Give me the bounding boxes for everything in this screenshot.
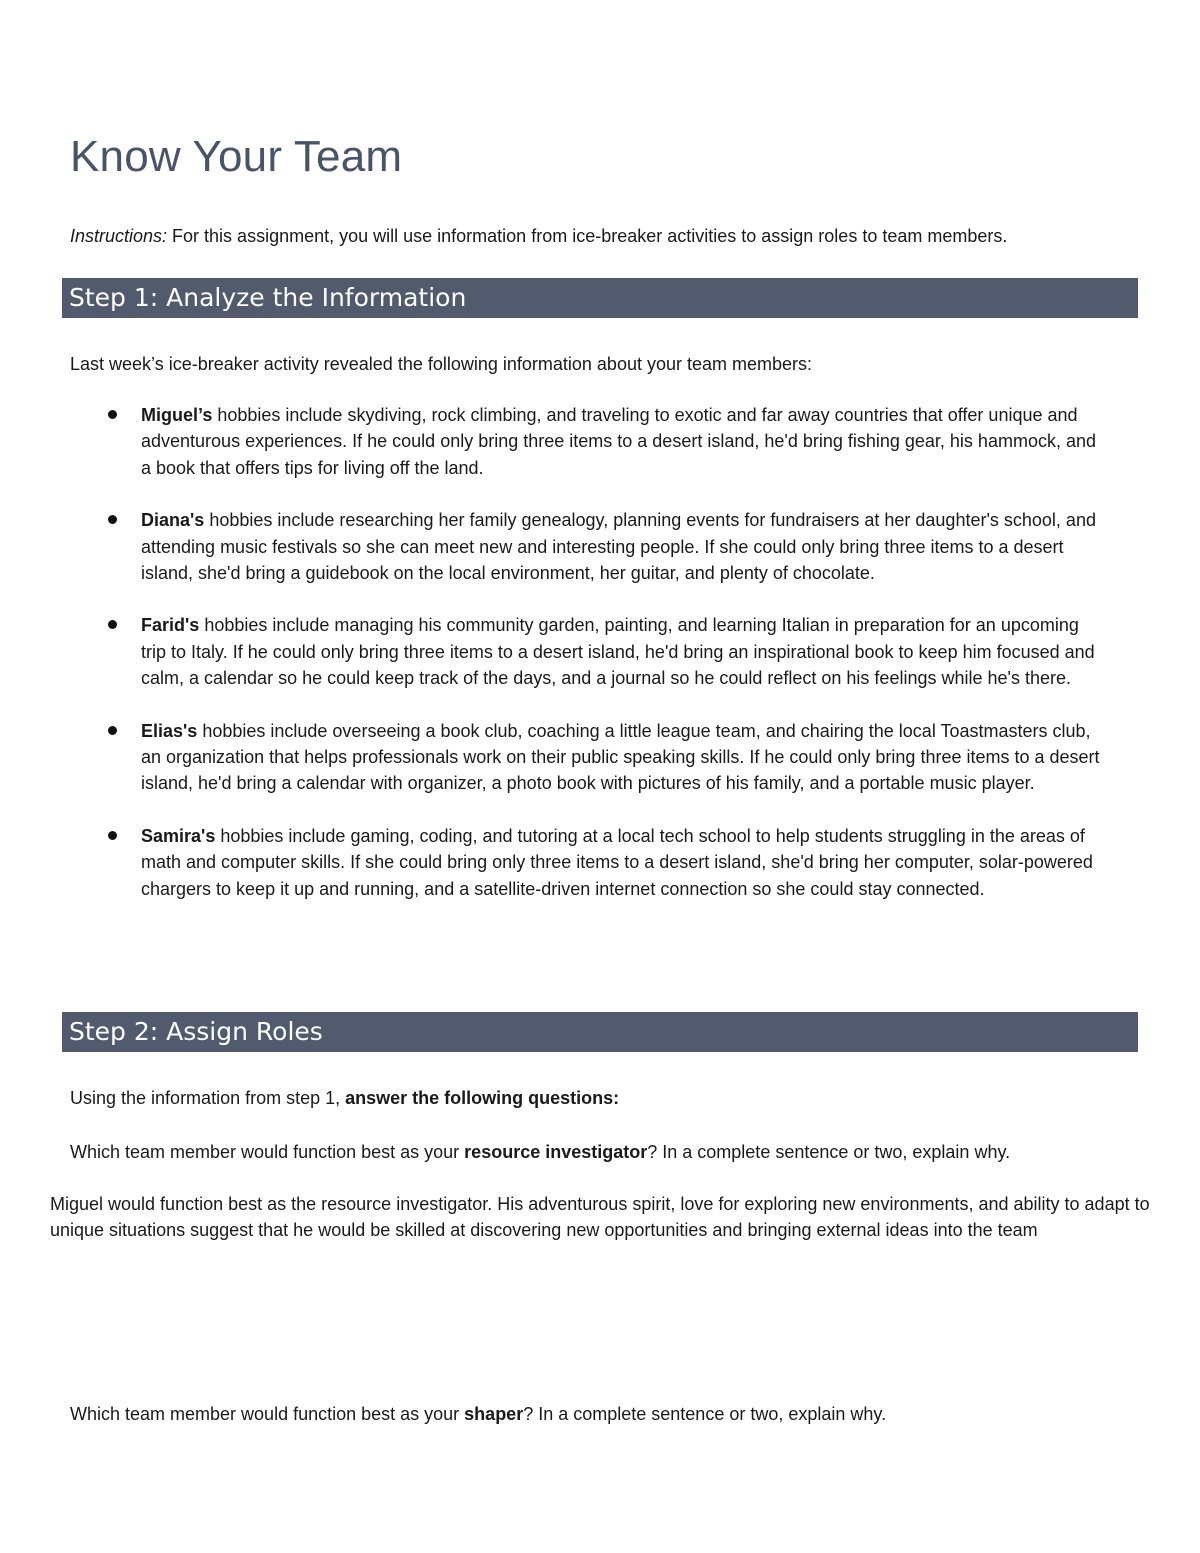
member-name: Elias's xyxy=(141,720,198,741)
step1-intro: Last week’s ice-breaker activity revealed the following information about your team members: xyxy=(70,354,813,374)
instructions xyxy=(70,224,1007,248)
list-item xyxy=(102,823,1102,902)
member-description: hobbies include skydiving, rock climbing, and traveling to exotic and far away countries that offer unique and adventurous experiences. If he could only bring three items to a desert island, he'd bring fishing gear, his hammock, and a book that offers tips for living off the land. xyxy=(141,405,1096,478)
step1-heading: Step 1: Analyze the Information xyxy=(62,278,1138,318)
question-resource-investigator xyxy=(70,1139,1010,1165)
step2-lead xyxy=(70,1085,619,1111)
question-text: Which team member would function best as your xyxy=(70,1404,465,1424)
team-member-list xyxy=(102,402,1102,928)
member-description: hobbies include overseeing a book club, coaching a little league team, and chairing the local Toastmasters club, an organization that helps professionals work on their public speaking skills. If he could only bring three items to a desert island, he'd bring a calendar with organizer, a photo book with pictures of his family, and a portable music player. xyxy=(141,720,1100,794)
member-description: hobbies include managing his community garden, painting, and learning Italian in preparation for an upcoming trip to Italy. If he could only bring three items to a desert island, he'd bring an inspirational book to keep him focused and calm, a calendar so he could keep track of the days, and a journal so he could reflect on his feelings while he's there. xyxy=(141,615,1095,689)
list-item xyxy=(102,718,1102,797)
page-title: Know Your Team xyxy=(70,132,403,181)
member-name: Samira's xyxy=(141,825,216,846)
member-name: Miguel’s xyxy=(141,405,213,425)
member-description: hobbies include gaming, coding, and tutoring at a local tech school to help students struggling in the areas of math and computer skills. If she could bring only three items to a desert island, she'd bring her computer, solar-powered chargers to keep it up and running, and a satellite-driven internet connection so she could stay connected. xyxy=(141,825,1093,899)
bullet-icon xyxy=(108,620,117,629)
bullet-icon xyxy=(108,410,117,419)
question-text: Which team member would function best as your xyxy=(70,1142,465,1162)
bullet-icon xyxy=(108,831,117,840)
question-shaper xyxy=(70,1401,886,1427)
list-item xyxy=(102,507,1102,586)
role-name: shaper xyxy=(464,1404,524,1424)
member-description: hobbies include researching her family genealogy, planning events for fundraisers at her daughter's school, and attending music festivals so she can meet new and interesting people. If she could only bring three items to a desert island, she'd bring a guidebook on the local environment, her guitar, and plenty of chocolate. xyxy=(141,510,1096,584)
instructions-text: For this assignment, you will use information from ice-breaker activities to assign roles to team members. xyxy=(167,226,1008,246)
list-item xyxy=(102,612,1102,691)
question-text: ? In a complete sentence or two, explain why. xyxy=(647,1142,1011,1162)
member-name: Diana's xyxy=(141,510,205,531)
bullet-icon xyxy=(108,515,117,524)
member-name: Farid's xyxy=(141,615,200,636)
bullet-icon xyxy=(108,726,117,735)
step2-lead-text: Using the information from step 1, xyxy=(70,1088,346,1108)
answer-resource-investigator[interactable]: Miguel would function best as the resource investigator. His adventurous spirit, love for exploring new environments, and ability to adapt to unique situations suggest that he would be skilled at discovering new opportunities and bringing external ideas into the team xyxy=(50,1194,1150,1240)
role-name: resource investigator xyxy=(464,1142,648,1162)
step2-heading: Step 2: Assign Roles xyxy=(62,1012,1138,1052)
instructions-label: Instructions: xyxy=(70,226,168,246)
list-item xyxy=(102,402,1102,481)
step2-lead-bold: answer the following questions: xyxy=(345,1088,620,1108)
question-text: ? In a complete sentence or two, explain why. xyxy=(523,1404,887,1424)
